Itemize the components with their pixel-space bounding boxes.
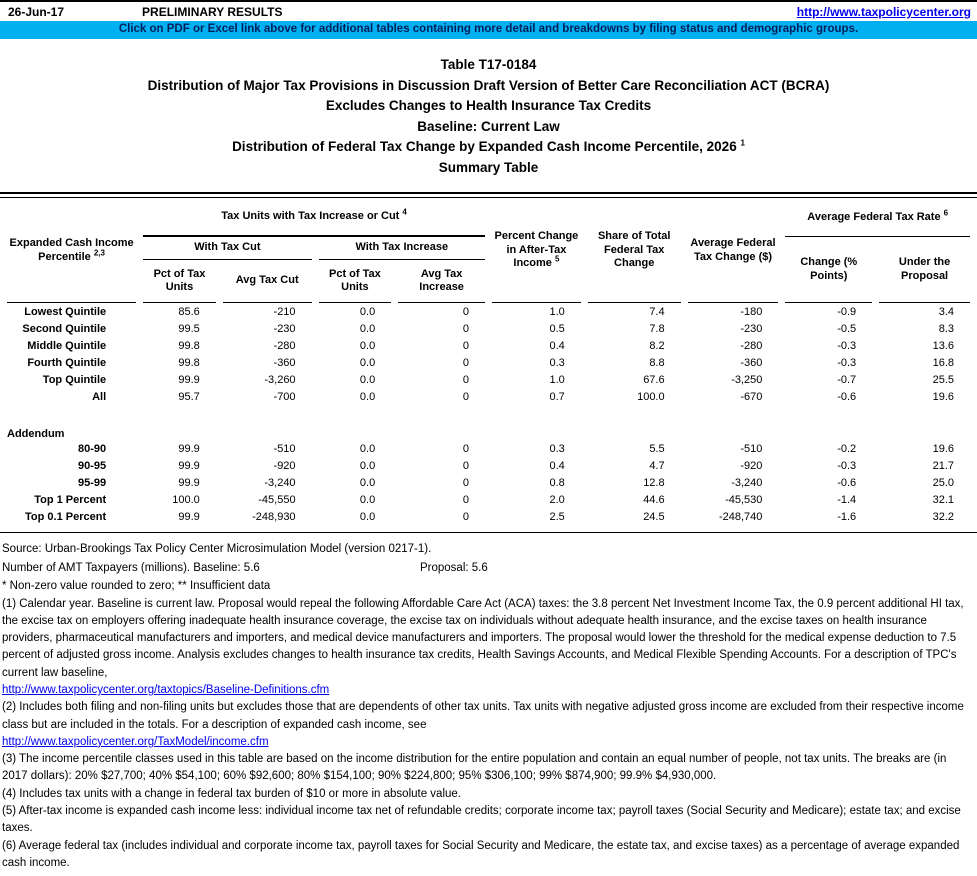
data-cell: 8.2 bbox=[649, 339, 665, 352]
data-cell: 100.0 bbox=[637, 390, 665, 403]
footnotes-section bbox=[0, 533, 977, 872]
column-header-change-points: Change (% Points) bbox=[785, 237, 872, 303]
table-header bbox=[7, 199, 970, 303]
table-row bbox=[7, 457, 970, 474]
data-cell: -700 bbox=[273, 390, 296, 403]
expanded-cash-income-link[interactable]: http://www.taxpolicycenter.org/TaxModel/income.cfm bbox=[2, 735, 269, 748]
report-date: 26-Jun-17 bbox=[8, 5, 65, 19]
table-row bbox=[7, 474, 970, 491]
row-label: Middle Quintile bbox=[27, 339, 107, 352]
data-cell: 0.0 bbox=[359, 493, 376, 506]
data-cell: 0.0 bbox=[359, 510, 376, 523]
data-cell: -280 bbox=[273, 339, 296, 352]
row-label: 95-99 bbox=[78, 476, 107, 489]
data-cell: 0 bbox=[462, 390, 470, 403]
data-cell: 0.0 bbox=[359, 442, 376, 455]
data-cell: -0.2 bbox=[837, 442, 857, 455]
note-5: (5) After-tax income is expanded cash income less: individual income tax net of refundable credits; corporate income tax; payroll taxes (Social Security and Medicare); estate tax; and excise taxes. bbox=[2, 805, 961, 835]
data-cell: -230 bbox=[740, 322, 763, 335]
data-cell: 7.4 bbox=[649, 305, 665, 318]
data-cell: -3,240 bbox=[264, 476, 296, 489]
data-cell: 0.0 bbox=[359, 305, 376, 318]
row-label: Top Quintile bbox=[42, 373, 107, 386]
data-cell: -510 bbox=[273, 442, 296, 455]
data-cell: 8.8 bbox=[649, 356, 665, 369]
baseline-definitions-link[interactable]: http://www.taxpolicycenter.org/taxtopics/Baseline-Definitions.cfm bbox=[2, 683, 330, 696]
subgroup-header-with-tax-cut: With Tax Cut bbox=[143, 237, 311, 260]
data-cell: 99.9 bbox=[178, 442, 200, 455]
data-cell: 0 bbox=[462, 305, 470, 318]
table-row bbox=[7, 371, 970, 388]
column-header-avg-federal-tax-change: Average Federal Tax Change ($) bbox=[688, 199, 779, 303]
data-cell: 0.7 bbox=[549, 390, 565, 403]
row-label: Top 1 Percent bbox=[34, 493, 107, 506]
source-line: Source: Urban-Brookings Tax Policy Center Microsimulation Model (version 0217-1). bbox=[2, 543, 432, 555]
data-cell: 0.0 bbox=[359, 322, 376, 335]
data-cell: -0.7 bbox=[837, 373, 857, 386]
footnote-ref-2-3: 2,3 bbox=[93, 247, 105, 257]
note-3: (3) The income percentile classes used in this table are based on the income distribution for the entire population and contain an equal number of people, not tax units. The breaks are (in 2017 dollars): 20% $27,700; 40% $54,100; 60% $92,600; 80% $154,100; 90% $224,800; 95% $306,100; 99% $874,900; 99.9% $4,930,000. bbox=[2, 753, 947, 783]
row-label: Lowest Quintile bbox=[24, 305, 107, 318]
data-cell: -248,930 bbox=[252, 510, 296, 523]
data-cell: -248,740 bbox=[718, 510, 763, 523]
data-cell: 19.6 bbox=[932, 442, 954, 455]
data-cell: 0.4 bbox=[549, 459, 565, 472]
table-row bbox=[7, 320, 970, 337]
data-cell: -0.6 bbox=[837, 390, 857, 403]
data-cell: -3,260 bbox=[264, 373, 296, 386]
note-2: (2) Includes both filing and non-filing units but excludes those that are dependents of other tax units. Tax units with negative adjusted gross income are excluded from their respective income class but are included in the totals. For a description of expanded cash income, see http://www.taxpolicycenter.org/TaxModel/income.cfm bbox=[2, 699, 973, 751]
data-cell: 3.4 bbox=[938, 305, 954, 318]
symbols-legend-line: * Non-zero value rounded to zero; ** Insufficient data bbox=[2, 580, 271, 592]
amt-baseline-value: Number of AMT Taxpayers (millions). Baseline: 5.6 bbox=[2, 561, 260, 574]
data-cell: 2.0 bbox=[549, 493, 565, 506]
data-cell: -210 bbox=[273, 305, 296, 318]
data-cell: 0 bbox=[462, 356, 470, 369]
data-cell: -920 bbox=[740, 459, 763, 472]
column-header-under-proposal: Under the Proposal bbox=[879, 237, 970, 303]
data-cell: 21.7 bbox=[932, 459, 954, 472]
data-cell: 5.5 bbox=[649, 442, 665, 455]
data-cell: 13.6 bbox=[932, 339, 954, 352]
data-cell: 0 bbox=[462, 442, 470, 455]
taxpolicycenter-link[interactable]: http://www.taxpolicycenter.org bbox=[796, 5, 971, 19]
amt-taxpayers-line bbox=[2, 559, 973, 578]
data-cell: -230 bbox=[273, 322, 296, 335]
table-row bbox=[7, 303, 970, 320]
data-cell: -670 bbox=[740, 390, 763, 403]
data-cell: 0.5 bbox=[549, 322, 565, 335]
table-row bbox=[7, 508, 970, 525]
data-cell: 0 bbox=[462, 373, 470, 386]
data-cell: -360 bbox=[273, 356, 296, 369]
table-row bbox=[7, 337, 970, 354]
data-cell: 0.0 bbox=[359, 356, 376, 369]
data-cell: 0 bbox=[462, 493, 470, 506]
column-header-pct-change-after-tax-income: Percent Change in After-Tax Income $^5$ bbox=[492, 199, 581, 303]
data-cell: 24.5 bbox=[643, 510, 665, 523]
data-cell: 44.6 bbox=[643, 493, 665, 506]
data-cell: 99.5 bbox=[178, 322, 200, 335]
data-cell: 32.2 bbox=[932, 510, 954, 523]
amt-proposal-value: Proposal: 5.6 bbox=[420, 561, 488, 574]
subgroup-header-with-tax-increase: With Tax Increase bbox=[319, 237, 485, 260]
row-label: Top 0.1 Percent bbox=[25, 510, 107, 523]
data-cell: 16.8 bbox=[932, 356, 954, 369]
data-cell: 99.9 bbox=[178, 510, 200, 523]
table-number: Table T17-0184 bbox=[440, 57, 537, 72]
column-header-share-total-change: Share of Total Federal Tax Change bbox=[588, 199, 681, 303]
data-cell: 7.8 bbox=[649, 322, 665, 335]
data-cell: 32.1 bbox=[932, 493, 954, 506]
footnote-ref-1: 1 bbox=[740, 138, 745, 148]
data-cell: 95.7 bbox=[178, 390, 200, 403]
data-cell: 99.9 bbox=[178, 373, 200, 386]
data-cell: 99.9 bbox=[178, 476, 200, 489]
data-cell: -0.3 bbox=[837, 356, 857, 369]
data-cell: 1.0 bbox=[549, 305, 565, 318]
numbered-notes bbox=[2, 596, 973, 873]
data-cell: 0 bbox=[462, 322, 470, 335]
data-cell: 67.6 bbox=[643, 373, 665, 386]
data-cell: 0 bbox=[462, 459, 470, 472]
column-header-pct-units-cut: Pct of Tax Units bbox=[143, 260, 216, 303]
addendum-header-row bbox=[7, 421, 970, 440]
column-header-avg-tax-increase: Avg Tax Increase bbox=[398, 260, 485, 303]
data-cell: -3,250 bbox=[731, 373, 763, 386]
footnote-ref-4: 4 bbox=[402, 207, 407, 217]
table-body bbox=[7, 303, 970, 525]
data-cell: 99.8 bbox=[178, 339, 200, 352]
note-6: (6) Average federal tax (includes individual and corporate income tax, payroll taxes for Social Security and Medicare, the estate tax, and excise taxes) as a percentage of average expanded cash income. bbox=[2, 839, 960, 869]
data-cell: 0.0 bbox=[359, 339, 376, 352]
data-cell: 2.5 bbox=[549, 510, 565, 523]
data-cell: 100.0 bbox=[172, 493, 200, 506]
data-cell: 1.0 bbox=[549, 373, 565, 386]
group-header-tax-units: Tax Units with Tax Increase or Cut $^4$ bbox=[143, 199, 485, 237]
row-label: Second Quintile bbox=[22, 322, 107, 335]
data-cell: -920 bbox=[273, 459, 296, 472]
data-cell: 8.3 bbox=[938, 322, 954, 335]
data-cell: -1.4 bbox=[837, 493, 857, 506]
data-cell: 99.8 bbox=[178, 356, 200, 369]
data-cell: -0.3 bbox=[837, 339, 857, 352]
data-cell: 25.0 bbox=[932, 476, 954, 489]
column-header-expanded-cash-income: Expanded Cash Income Percentile $^{2,3}$ bbox=[7, 199, 136, 303]
row-label: 90-95 bbox=[78, 459, 107, 472]
column-header-pct-units-increase: Pct of Tax Units bbox=[319, 260, 392, 303]
title-line-distribution: Distribution of Federal Tax Change by Expanded Cash Income Percentile, 2026 $^1$ bbox=[232, 138, 745, 154]
data-cell: 85.6 bbox=[178, 305, 200, 318]
table-row bbox=[7, 354, 970, 371]
data-cell: 0 bbox=[462, 339, 470, 352]
data-cell: 12.8 bbox=[643, 476, 665, 489]
preliminary-results-label: PRELIMINARY RESULTS bbox=[142, 5, 283, 19]
data-cell: -510 bbox=[740, 442, 763, 455]
data-cell: 0.0 bbox=[359, 476, 376, 489]
row-label: Fourth Quintile bbox=[27, 356, 107, 369]
data-cell: 4.7 bbox=[649, 459, 665, 472]
data-cell: -280 bbox=[740, 339, 763, 352]
top-bar bbox=[0, 2, 977, 21]
data-cell: 0.0 bbox=[359, 390, 376, 403]
title-line-baseline: Baseline: Current Law bbox=[417, 118, 560, 134]
row-label: 80-90 bbox=[78, 442, 107, 455]
data-cell: -0.5 bbox=[837, 322, 857, 335]
table-row bbox=[7, 388, 970, 405]
group-header-avg-federal-tax-rate: Average Federal Tax Rate $^6$ bbox=[785, 199, 970, 237]
summary-table bbox=[0, 199, 977, 525]
data-cell: -360 bbox=[740, 356, 763, 369]
data-cell: 0.3 bbox=[549, 356, 565, 369]
note-1: (1) Calendar year. Baseline is current law. Proposal would repeal the following Affordable Care Act (ACA) taxes: the 3.8 percent Net Investment Income Tax, the 0.9 percent additional HI tax, the excise tax on employers offering inadequate health insurance coverage, the excise tax on individuals without adequate health insurance, and the excise taxes on health insurance providers, pharmaceutical manufacturers and importers, and medical device manufacturers and importers. The proposal would lower the threshold for the medical expense deduction to 7.5 percent of adjusted gross income. Analysis excludes changes to health insurance tax credits, Health Savings Accounts, and Medical Flexible Spending Accounts. For a description of TPC's current law baseline, http://www.taxpolicycenter.org/taxtopics/Baseline-Definitions.cfm bbox=[2, 596, 973, 700]
data-cell: -0.9 bbox=[837, 305, 857, 318]
data-cell: -1.6 bbox=[837, 510, 857, 523]
data-cell: 0.0 bbox=[359, 373, 376, 386]
data-cell: 0 bbox=[462, 510, 470, 523]
info-banner: Click on PDF or Excel link above for additional tables containing more detail and breakdowns by filing status and demographic groups. bbox=[0, 21, 977, 39]
data-cell: -0.3 bbox=[837, 459, 857, 472]
spacer-row bbox=[7, 405, 970, 421]
data-cell: -3,240 bbox=[731, 476, 763, 489]
footnote-ref-5: 5 bbox=[554, 254, 560, 264]
data-cell: 0.8 bbox=[549, 476, 565, 489]
addendum-label: Addendum bbox=[7, 428, 65, 440]
data-cell: 25.5 bbox=[932, 373, 954, 386]
data-cell: 19.6 bbox=[932, 390, 954, 403]
data-cell: -45,530 bbox=[725, 493, 763, 506]
data-cell: 0 bbox=[462, 476, 470, 489]
table-row bbox=[7, 491, 970, 508]
data-cell: 0.3 bbox=[549, 442, 565, 455]
data-cell: -0.6 bbox=[837, 476, 857, 489]
data-cell: 0.0 bbox=[359, 459, 376, 472]
title-line-excludes: Excludes Changes to Health Insurance Tax Credits bbox=[325, 98, 652, 113]
note-4: (4) Includes tax units with a change in federal tax burden of $10 or more in absolute value. bbox=[2, 787, 461, 800]
title-line-summary: Summary Table bbox=[438, 159, 539, 175]
table-row bbox=[7, 440, 970, 457]
data-cell: -180 bbox=[740, 305, 763, 318]
title-block bbox=[0, 55, 977, 178]
row-label: All bbox=[92, 390, 107, 403]
footnote-ref-6: 6 bbox=[943, 208, 949, 218]
column-header-avg-tax-cut: Avg Tax Cut bbox=[223, 260, 312, 303]
data-cell: 0.4 bbox=[549, 339, 565, 352]
data-cell: -45,550 bbox=[258, 493, 296, 506]
double-rule bbox=[0, 192, 977, 198]
title-line-provisions: Distribution of Major Tax Provisions in Discussion Draft Version of Better Care Reconciliation ACT (BCRA) bbox=[147, 77, 830, 93]
data-cell: 99.9 bbox=[178, 459, 200, 472]
